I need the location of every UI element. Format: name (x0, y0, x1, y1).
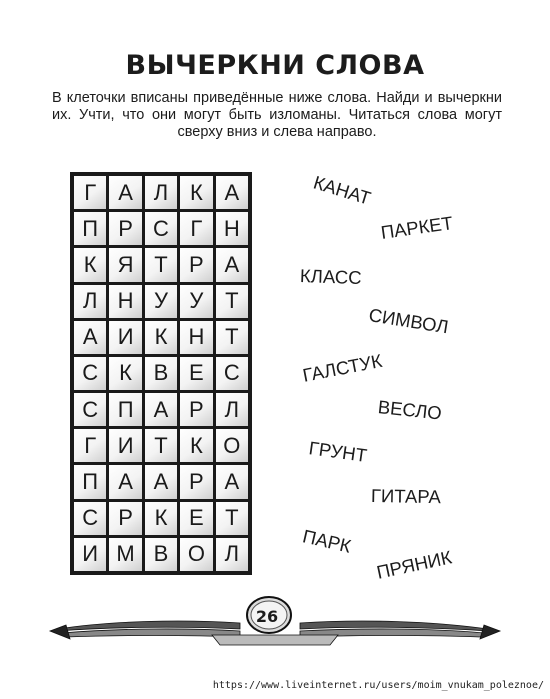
grid-cell: К (145, 502, 177, 535)
grid-cell: К (145, 321, 177, 354)
word-galstuk: ГАЛСТУК (300, 349, 384, 386)
instructions-text: В клеточки вписаны приведённые ниже слова. Найди и вычеркни их. Учти, что они могут быть изломаны. Читаться слова могут сверху вниз и слева направо. (52, 90, 502, 140)
grid-cell: А (145, 465, 177, 498)
grid-cell: У (145, 285, 177, 318)
grid-cell: Н (180, 321, 212, 354)
word-grunt: ГРУНТ (307, 437, 369, 467)
page-title: ВЫЧЕРКНИ СЛОВА (125, 50, 425, 81)
grid-cell: Е (180, 502, 212, 535)
word-klass: КЛАСС (299, 265, 362, 289)
grid-cell: К (109, 357, 141, 390)
word-pryanik: ПРЯНИК (374, 546, 454, 583)
grid-cell: С (74, 393, 106, 426)
grid-cell: Р (180, 393, 212, 426)
grid-cell: Н (216, 212, 248, 245)
grid-cell: Т (216, 321, 248, 354)
grid-cell: Т (145, 429, 177, 462)
grid-cell: Л (216, 538, 248, 571)
grid-cell: Л (74, 285, 106, 318)
word-veslo: ВЕСЛО (376, 396, 443, 424)
grid-cell: Т (216, 502, 248, 535)
grid-cell: А (109, 176, 141, 209)
grid-cell: У (180, 285, 212, 318)
grid-cell: И (109, 429, 141, 462)
grid-cell: С (74, 502, 106, 535)
grid-cell: О (180, 538, 212, 571)
grid-cell: Р (109, 212, 141, 245)
grid-cell: П (74, 212, 106, 245)
grid-cell: К (74, 248, 106, 281)
grid-cell: Р (180, 465, 212, 498)
grid-cell: Р (180, 248, 212, 281)
grid-cell: И (74, 538, 106, 571)
page-number: 26 (255, 607, 279, 626)
grid-cell: Р (109, 502, 141, 535)
grid-cell: П (74, 465, 106, 498)
grid-cell: А (216, 176, 248, 209)
grid-cell: О (216, 429, 248, 462)
grid-cell: Т (216, 285, 248, 318)
word-parket: ПАРКЕТ (379, 212, 455, 243)
grid-cell: Н (109, 285, 141, 318)
grid-cell: К (180, 429, 212, 462)
word-park: ПАРК (300, 525, 353, 557)
grid-cell: Т (145, 248, 177, 281)
grid-cell: Г (74, 176, 106, 209)
grid-cell: К (180, 176, 212, 209)
grid-cell: Л (216, 393, 248, 426)
grid-cell: М (109, 538, 141, 571)
grid-cell: А (216, 465, 248, 498)
grid-cell: А (109, 465, 141, 498)
word-simvol: СИМВОЛ (367, 304, 450, 338)
grid-cell: А (74, 321, 106, 354)
grid-cell: С (74, 357, 106, 390)
grid-cell: П (109, 393, 141, 426)
grid-cell: Я (109, 248, 141, 281)
grid-cell: С (216, 357, 248, 390)
grid-cell: В (145, 538, 177, 571)
grid-cell: А (145, 393, 177, 426)
grid-cell: И (109, 321, 141, 354)
grid-cell: Е (180, 357, 212, 390)
grid-cell: А (216, 248, 248, 281)
grid-cell: С (145, 212, 177, 245)
grid-cell: Г (74, 429, 106, 462)
letter-grid (70, 172, 252, 575)
grid-cell: В (145, 357, 177, 390)
word-gitara: ГИТАРА (370, 485, 441, 508)
word-kanat: КАНАТ (311, 171, 374, 209)
source-url: https://www.liveinternet.ru/users/moim_vnukam_poleznoe/ (212, 680, 544, 691)
grid-cell: Л (145, 176, 177, 209)
grid-cell: Г (180, 212, 212, 245)
